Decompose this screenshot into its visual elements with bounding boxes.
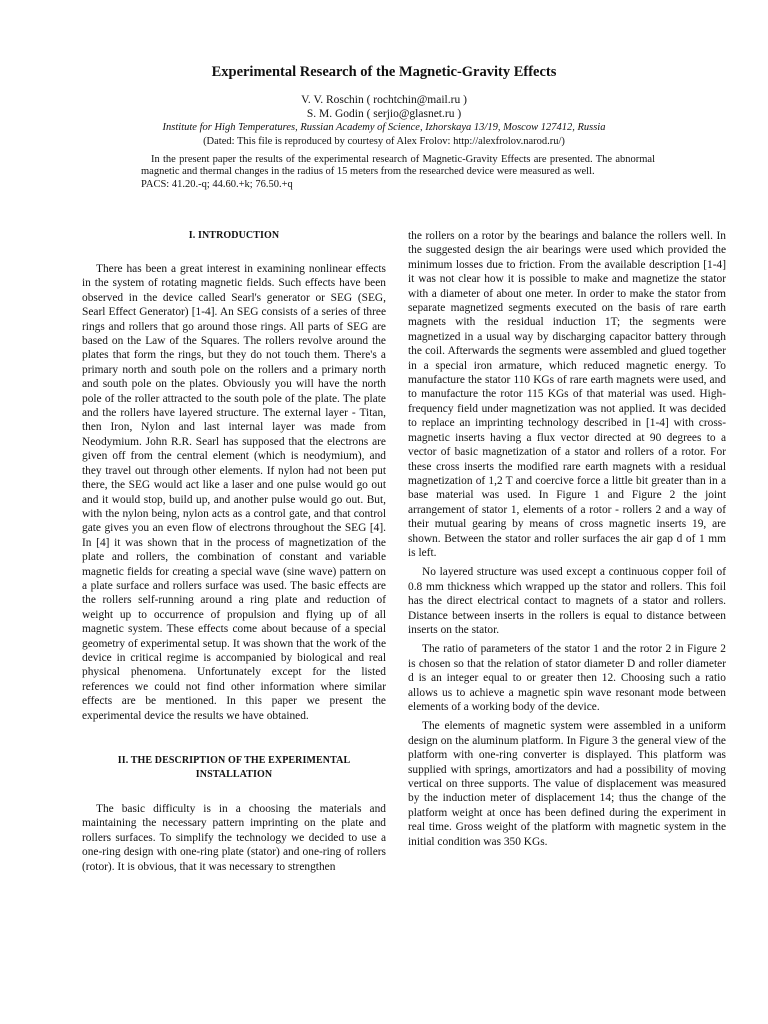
paper-title: Experimental Research of the Magnetic-Gravity Effects (211, 64, 557, 80)
section-heading-description-line1: II. THE DESCRIPTION OF THE EXPERIMENTAL (117, 755, 351, 766)
right-column (408, 229, 726, 849)
pacs: PACS: 41.20.-q; 44.60.+k; 76.50.+q (141, 179, 293, 190)
affiliation: Institute for High Temperatures, Russian Academy of Science, Izhorskaya 13/19, Moscow 127412, Russia (162, 122, 606, 133)
description-paragraph-4: The elements of magnetic system were assembled in a uniform design on the aluminum platform. In Figure 3 the general view of the platform with one-ring converter is displayed. This platform was supplied with springs, amortizators and had a possibility of moving vertical on three supports. The value of displacement was measured by the induction meter of displacement 14; thus the change of the platform weight at once has been defined during the experiment in real time. Gross weight of the platform with magnetic system in the initial condition was 350 KGs. (408, 720, 726, 848)
author-2: S. M. Godin ( serjio@glasnet.ru ) (306, 108, 462, 120)
left-column (82, 229, 386, 874)
description-paragraph-2: No layered structure was used except a continuous copper foil of 0.8 mm thickness which wrapped up the stator and rollers. This foil has the direct electrical contact to magnets of a stator and rollers. Distance between inserts in the rollers is equal to distance between inserts on the stator. (408, 566, 726, 636)
dated-note: (Dated: This file is reproduced by courtesy of Alex Frolov: http://alexfrolov.narod.ru/) (203, 136, 565, 147)
intro-paragraph: There has been a great interest in examining nonlinear effects in the system of rotating magnetic fields. Such effects have been observed in the device called Searl's generator or SEG (SEG, Searl Effect Generator) [1-4]. An SEG consists of a series of three rings and rollers that go around those rings. All parts of SEG are based on the Law of the Squares. The rollers revolve around the plates that form the rings, but they do not touch them. There's a primary north and south pole on the rollers and a primary north and south pole on the plates. Obviously you will have the north pole of the roller attracted to the south pole of the plate. The plate and the rollers have layered structure. The external layer - Titan, then Iron, Nylon and last internal layer was made from Neodymium. John R.R. Searl has supposed that the electrons are given off from the central element (which is neodymium), and they travel out through other elements. If nylon had not been put there, the SEG would act like a laser and one pulse would go out and it would stop, build up, and another pulse would go out. But, with the nylon being, nylon acts as a control gate, and that control gate gives you an even flow of electrons throughout the SEG [4]. In [4] it was shown that in the process of magnetization of the plate and rollers, the combination of constant and variable magnetic fields for creating a special wave (sine wave) pattern on a plate surface and rollers surface was used. The basic effects are the rollers self-running around a ring plate and reduction of weight up to occurrence of propulsion and flying up of all magnetic system. These effects come about because of a special geometry of experimental setup. It was shown that the work of the device in critical regime is accompanied by biological and real physical phenomena. Unfortunately except for the listed references we could not find other information where similar effects are be mentioned. In this paper we present the experimental device the results we have obtained. (82, 263, 386, 722)
description-paragraph-3: The ratio of parameters of the stator 1 and the rotor 2 in Figure 2 is chosen so that the relation of stator diameter D and roller diameter d is an integer equal to or greater then 12. Choosing such a ratio allows us to achieve a magnetic spin wave resonant mode between elements of a working body of the device. (408, 643, 726, 713)
description-paragraph-1: The basic difficulty is in a choosing the materials and maintaining the necessary pattern imprinting on the plate and rollers surfaces. To simplify the technology we decided to use a one-ring design with one-ring plate (stator) and one-ring of rollers (rotor). It is obvious, that it was necessary to strengthen (82, 803, 386, 873)
author-1: V. V. Roschin ( rochtchin@mail.ru ) (301, 94, 467, 106)
abstract (141, 154, 655, 191)
abstract-text: In the present paper the results of the experimental research of Magnetic-Gravity Effects are presented. The abnormal magnetic and thermal changes in the radius of 15 meters from the researched device were measured as well. (141, 154, 655, 177)
description-paragraph-1-continued: the rollers on a rotor by the bearings and balance the rollers well. In the suggested design the air bearings were used which provided the minimum losses due to friction. From the available description [1-4] it was not clear how it is possible to make and magnetize the stator with a diameter of about one meter. In order to make the stator from separate magnetized segments executed on the basis of rare earth magnets with the residual induction 1T; the segments were magnetized in a usual way by discharging capacitor battery through the coil. Afterwards the segments were assembled and glued together in a special iron armature, which reduced magnetic energy. To manufacture the stator 110 KGs of rare earth magnets were used, and to manufacture the rotor 115 KGs of that material was used. High-frequency field under magnetization was not applied. It was decided to replace an imprinting technology described in [1-4] with cross-magnetic inserts having a flux vector directed at 90 degrees to a vector of basic magnetization of a stator and rollers of a rotor. For these cross inserts the modified rare earth magnets with a residual magnetization of 1,2 T and coercive force a little bit greater than in a base material was used. In Figure 1 and Figure 2 the joint arrangement of stator 1, elements of a rotor - rollers 2 and a way of their mutual gearing by means of cross magnetic inserts 19, are shown. Between the stator and roller surfaces the air gap d of 1 mm is left. (408, 230, 726, 559)
section-heading-introduction: I. INTRODUCTION (188, 230, 280, 241)
section-heading-description-line2: INSTALLATION (195, 769, 273, 780)
